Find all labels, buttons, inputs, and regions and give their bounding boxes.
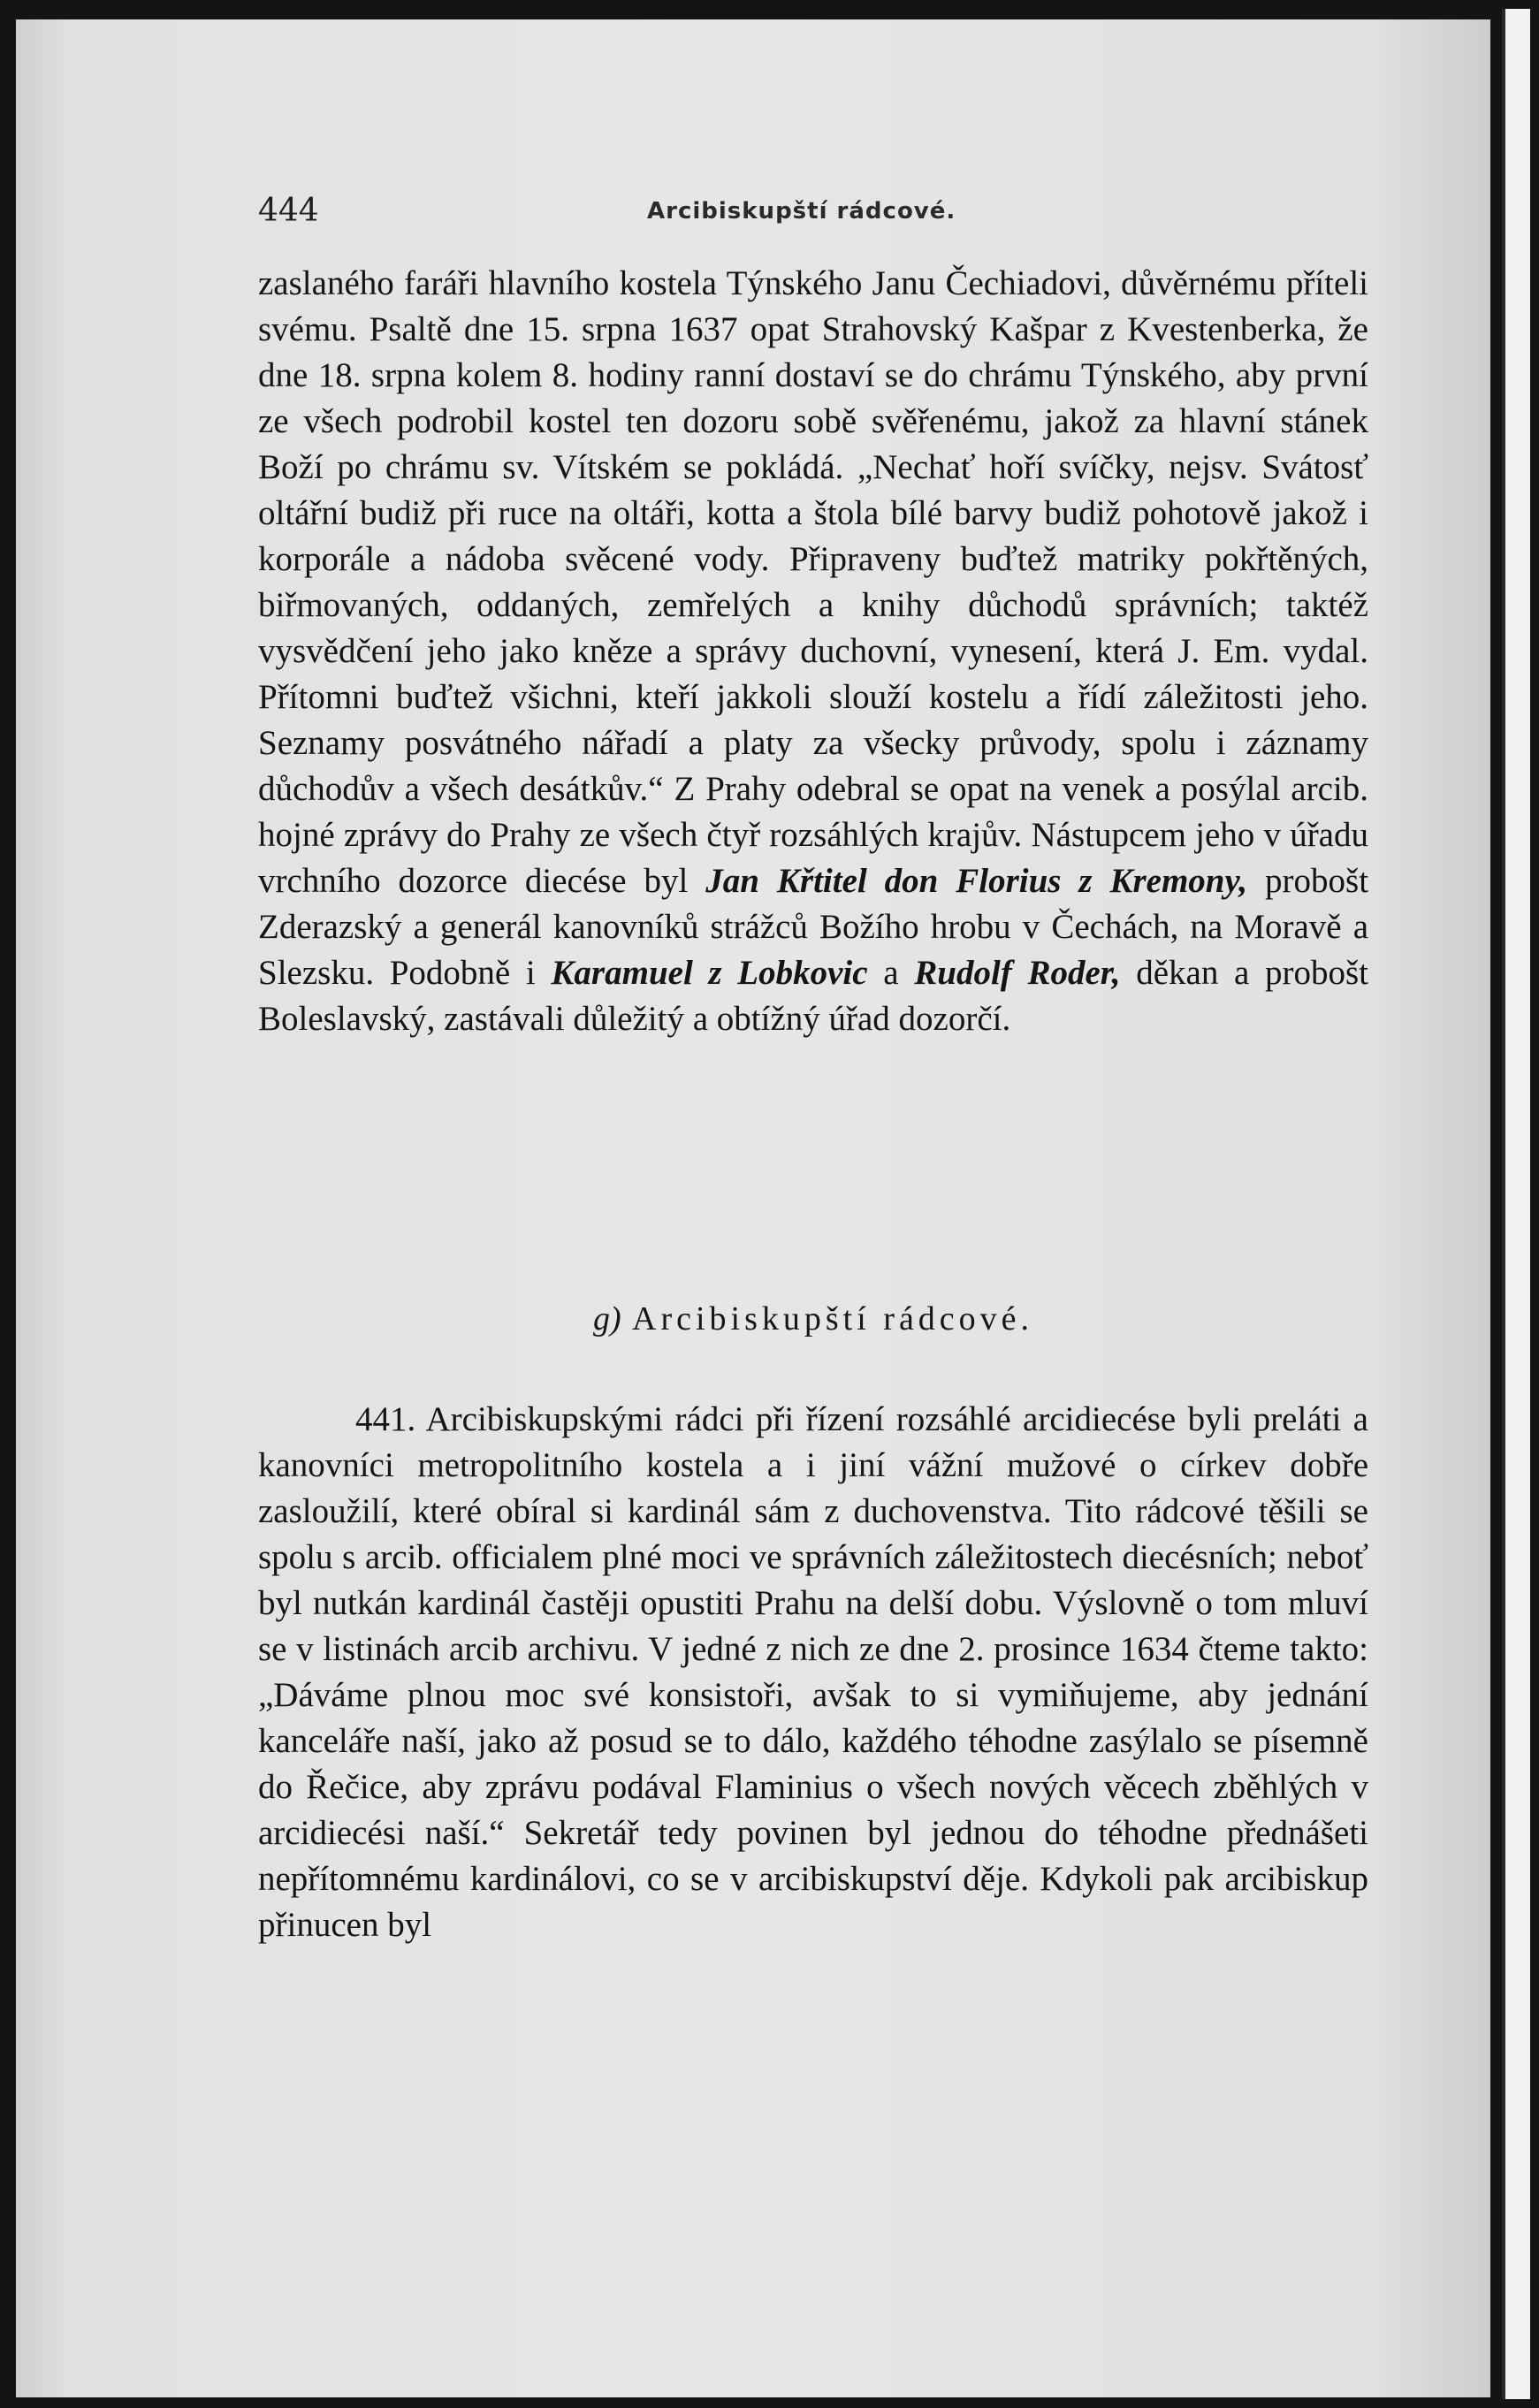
- paragraph-text: probošt Zderazský a generál kanovníků strážců Božího hrobu v Čechách, na Moravě a Slezsku. Podobně i: [258, 862, 1369, 992]
- paragraph-text: děkan a probošt Boleslavský, zastávali důležitý a obtížný úřad dozorčí.: [258, 954, 1368, 1038]
- running-title: Arcibiskupští rádcové.: [647, 198, 956, 225]
- section-letter: g): [592, 1300, 621, 1337]
- paragraph-text: zaslaného faráři hlavního kostela Týnského Janu Čechiadovi, důvěrnému příteli svému. Psaltě dne 15. srpna 1637 opat Strahovský Kašpar z Kvestenberka, že dne 18. srpna kolem 8. hodiny ranní dostaví se do chrámu Týnského, aby první ze všech podrobil kostel ten dozoru sobě svěřenému, jakož za hlavní stánek Boží po chrámu sv. Vítském se pokládá. „Nechať hoří svíčky, nejsv. Svátosť oltářní budiž při ruce na oltáři, kotta a štola bílé barvy budiž pohotově jakož i korporále a nádoba svěcené vody. Připraveny buďtež matriky pokřtěných, biřmovaných, oddaných, zemřelých a knihy důchodů správních; taktéž vysvědčení jeho jako kněze a správy duchovní, vynesení, která J. Em. vydal. Přítomni buďtež všichni, kteří jakkoli slouží kostelu a řídí záležitosti jeho. Seznamy posvátného nářadí a platy za všecky průvody, spolu i záznamy důchodův a všech desátkův.“ Z Prahy odebral se opat na venek a posýlal arcib. hojné zprávy do Prahy ze všech čtyř rozsáhlých krajův. Nástupcem jeho v úřadu vrchního dozorce diecése byl: [258, 264, 1368, 900]
- person-name: Karamuel z Lobkovic: [551, 954, 868, 992]
- section-heading: [258, 1299, 1368, 1338]
- paragraph-text: 441. Arcibiskupskými rádci při řízení rozsáhlé arcidiecése byli preláti a kanovníci metropolitního kostela a i jiní vážní mužové o církev dobře zasloužilí, které obíral si kardinál sám z duchovenstva. Tito rádcové těšili se spolu s arcib. officialem plné moci ve správních záležitostech diecésních; neboť byl nutkán kardinál častěji opustiti Prahu na delší dobu. Výslovně o tom mluví se v listinách arcib archivu. V jedné z nich ze dne 2. prosince 1634 čteme takto: „Dáváme plnou moc své konsistoři, avšak to si vymiňujeme, aby jednání kanceláře naší, jako až posud se to dálo, každého téhodne zasýlalo se písemně do Řečice, aby zprávu podával Flaminius o všech nových věcech zběhlých v arcidiecési naší.“ Sekretář tedy povinen byl jednou do téhodne přednášeti nepřítomnému kardinálovi, co se v arcibiskupství děje. Kdykoli pak arcibiskup přinucen byl: [258, 1400, 1368, 1944]
- paragraph-text: a: [883, 954, 899, 992]
- paragraph-continuation: [258, 261, 1368, 1042]
- page-edge: [1502, 9, 1530, 2399]
- page-header: [258, 193, 1372, 242]
- section-title: Arcibiskupští rádcové.: [632, 1300, 1034, 1337]
- person-name: Rudolf Roder,: [914, 954, 1121, 992]
- page-number: 444: [258, 193, 319, 229]
- person-name: Jan Křtitel don Florius z Kremony,: [705, 862, 1248, 900]
- paragraph-441: [258, 1397, 1368, 1948]
